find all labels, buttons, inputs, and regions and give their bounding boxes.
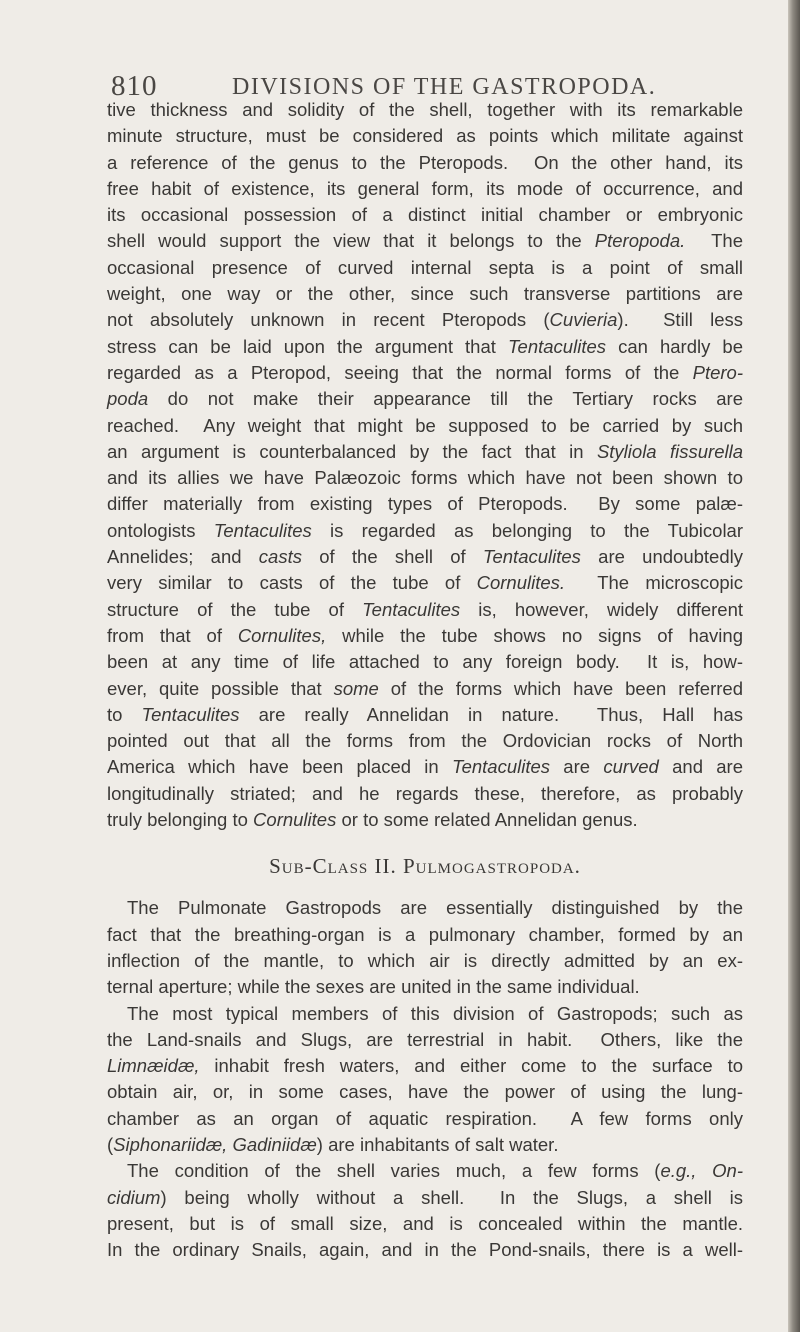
- italic-text: poda: [107, 388, 149, 410]
- text-run: ) are inhabitants of salt water.: [316, 1133, 559, 1155]
- text-line: [107, 439, 743, 465]
- text-line: [107, 1132, 743, 1158]
- text-line: [107, 676, 743, 702]
- text-run: regarded as a Pteropod, seeing that the normal forms of the: [107, 361, 693, 383]
- text-run: truly belonging to: [107, 809, 254, 831]
- text-run: minute structure, must be considered as points which militate against: [107, 125, 743, 147]
- text-run: or to some related Annelidan genus.: [336, 809, 638, 831]
- text-line: [107, 1001, 743, 1027]
- text-run: longitudinally striated; and he regards these, therefore, as probably: [107, 782, 743, 804]
- text-run: The microscopic: [565, 572, 744, 594]
- text-line: [107, 597, 743, 623]
- text-run: to: [107, 703, 142, 725]
- text-run: ever, quite possible that: [107, 677, 334, 699]
- text-line: [107, 1106, 743, 1132]
- text-run: In the ordinary Snails, again, and in the Pond-snails, there is a well-: [107, 1239, 743, 1261]
- text-run: occasional presence of curved internal septa is a point of small: [107, 256, 743, 278]
- italic-text: e.g., On-: [660, 1160, 743, 1182]
- text-run: not absolutely unknown in recent Pteropods (: [107, 309, 550, 331]
- italic-text: Ptero-: [692, 361, 743, 383]
- text-line: [107, 570, 743, 596]
- text-run: stress can be laid upon the argument that: [107, 335, 508, 357]
- italic-text: Tentaculites: [213, 519, 312, 541]
- text-line: [107, 465, 743, 491]
- text-line: [107, 895, 743, 921]
- text-run: of the shell of: [301, 546, 483, 568]
- text-line: [107, 728, 743, 754]
- text-run: are: [550, 756, 604, 778]
- text-line: [107, 1158, 743, 1184]
- text-line: [107, 150, 743, 176]
- text-line: [107, 922, 743, 948]
- text-line: [107, 202, 743, 228]
- text-line: [107, 1185, 743, 1211]
- italic-text: Tentaculites: [362, 598, 461, 620]
- text-run: The: [685, 230, 744, 252]
- italic-text: Pteropoda.: [594, 230, 686, 252]
- italic-text: Styliola fissurella: [596, 440, 744, 462]
- book-spine-edge: [788, 0, 800, 1332]
- italic-text: curved: [603, 756, 659, 778]
- text-line: [107, 307, 743, 333]
- text-run: ternal aperture; while the sexes are united in the same individual.: [107, 976, 640, 998]
- section-subheading: Sub-Class II. Pulmogastropoda.: [269, 854, 581, 879]
- text-run: present, but is of small size, and is concealed within the mantle.: [107, 1212, 743, 1234]
- text-line: [107, 228, 743, 254]
- text-run: and its allies we have Palæozoic forms which have not been shown to: [107, 467, 743, 489]
- italic-text: casts: [258, 546, 302, 568]
- text-line: [107, 1237, 743, 1263]
- text-run: while the tube shows no signs of having: [326, 624, 743, 646]
- text-run: very similar to casts of the tube of: [107, 572, 477, 594]
- text-run: obtain air, or, in some cases, have the power of using the lung-: [107, 1081, 743, 1103]
- text-line: [107, 360, 743, 386]
- text-run: differ materially from existing types of Pteropods. By some palæ-: [107, 493, 743, 515]
- body-text: [107, 97, 743, 1263]
- text-run: (: [107, 1133, 114, 1155]
- text-line: [107, 623, 743, 649]
- text-run: ) being wholly without a shell. In the Slugs, a shell is: [160, 1186, 743, 1208]
- text-run: can hardly be: [606, 335, 743, 357]
- text-line: [107, 1027, 743, 1053]
- text-run: from that of: [107, 624, 238, 646]
- italic-text: Tentaculites: [507, 335, 606, 357]
- text-run: inflection of the mantle, to which air is directly admitted by an ex-: [107, 949, 743, 971]
- italic-text: Tentaculites: [451, 756, 551, 778]
- text-line: [107, 974, 743, 1000]
- italic-text: Limnæidæ,: [107, 1055, 200, 1077]
- text-line: [107, 255, 743, 281]
- text-line: [107, 1211, 743, 1237]
- text-run: the Land-snails and Slugs, are terrestrial in habit. Others, like the: [107, 1028, 743, 1050]
- text-line: [107, 1079, 743, 1105]
- italic-text: some: [333, 677, 379, 699]
- text-line: [107, 781, 743, 807]
- text-run: The condition of the shell varies much, a few forms (: [127, 1160, 661, 1182]
- text-run: fact that the breathing-organ is a pulmonary chamber, formed by an: [107, 923, 743, 945]
- running-head-title: DIVISIONS OF THE GASTROPODA.: [232, 74, 657, 100]
- text-run: is regarded as belonging to the Tubicolar: [311, 519, 743, 541]
- text-line: [107, 491, 743, 517]
- text-run: are really Annelidan in nature. Thus, Hall has: [239, 703, 743, 725]
- text-line: [107, 176, 743, 202]
- text-run: and are: [658, 756, 743, 778]
- text-run: are undoubtedly: [580, 546, 743, 568]
- text-run: tive thickness and solidity of the shell, together with its remarkable: [107, 99, 743, 120]
- italic-text: Cornulites,: [237, 624, 327, 646]
- text-run: The Pulmonate Gastropods are essentially distinguished by the: [127, 897, 743, 919]
- text-run: structure of the tube of: [107, 598, 363, 620]
- text-run: is, however, widely different: [460, 598, 744, 620]
- text-line: [107, 649, 743, 675]
- italic-text: Tentaculites: [141, 703, 240, 725]
- text-run: chamber as an organ of aquatic respiration. A few forms only: [107, 1107, 743, 1129]
- text-run: inhabit fresh waters, and either come to the surface to: [199, 1055, 743, 1077]
- italic-text: Tentaculites: [482, 546, 581, 568]
- text-line: [107, 754, 743, 780]
- text-line: [107, 544, 743, 570]
- italic-text: Cornulites.: [476, 572, 566, 594]
- italic-text: Cuvieria: [549, 309, 618, 331]
- text-line: [107, 948, 743, 974]
- text-run: a reference of the genus to the Pteropods. On the other hand, its: [107, 151, 743, 173]
- text-line: [107, 807, 743, 833]
- text-line: [107, 97, 743, 123]
- text-run: do not make their appearance till the Tertiary rocks are: [148, 388, 743, 410]
- italic-text: Cornulites: [253, 809, 337, 831]
- italic-text: cidium: [107, 1186, 161, 1208]
- text-run: shell would support the view that it belongs to the: [107, 230, 595, 252]
- text-line: [107, 518, 743, 544]
- italic-text: Siphonariidæ, Gadiniidæ: [113, 1133, 317, 1155]
- text-run: been at any time of life attached to any foreign body. It is, how-: [107, 651, 743, 673]
- text-run: an argument is counterbalanced by the fact that in: [107, 440, 597, 462]
- text-run: ontologists: [107, 519, 214, 541]
- text-run: ). Still less: [617, 309, 743, 331]
- text-run: Annelides; and: [107, 546, 259, 568]
- text-line: [107, 1053, 743, 1079]
- text-line: [107, 123, 743, 149]
- text-line: [107, 702, 743, 728]
- page-number: 810: [111, 70, 158, 102]
- text-run: reached. Any weight that might be supposed to be carried by such: [107, 414, 743, 436]
- text-line: [107, 334, 743, 360]
- text-run: of the forms which have been referred: [378, 677, 743, 699]
- text-run: weight, one way or the other, since such transverse partitions are: [107, 283, 743, 305]
- text-run: pointed out that all the forms from the Ordovician rocks of North: [107, 730, 743, 752]
- text-run: free habit of existence, its general form, its mode of occurrence, and: [107, 177, 743, 199]
- text-run: The most typical members of this division of Gastropods; such as: [127, 1002, 743, 1024]
- text-line: [107, 386, 743, 412]
- text-line: [107, 413, 743, 439]
- text-run: America which have been placed in: [107, 756, 452, 778]
- text-line: [107, 281, 743, 307]
- text-run: its occasional possession of a distinct initial chamber or embryonic: [107, 204, 743, 226]
